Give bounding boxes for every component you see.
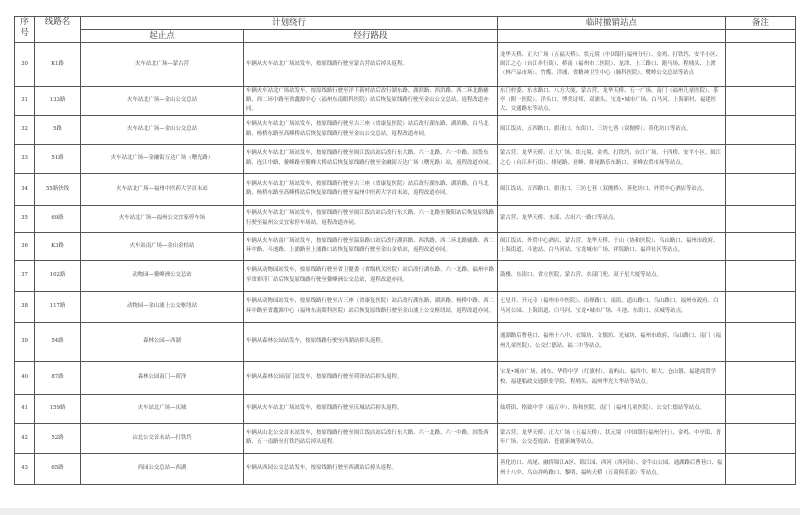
- table-row: [15, 144, 796, 173]
- row-endpoints: 动物园—鳌峰洲公交总站: [81, 260, 244, 291]
- row-route-name: 102路: [35, 260, 81, 291]
- header-path: 经行路段: [244, 30, 498, 43]
- row-route-name: 87路: [35, 361, 81, 394]
- table-row: [15, 453, 796, 484]
- row-index: 36: [15, 232, 35, 260]
- row-index: 41: [15, 394, 35, 423]
- row-cancelled-stops: 蒙古营、龙华天桥、正大广场、状元境、金鸡、打铁垱、台江广场、十四桥、安平小区、闽江之心（台江步行街）、排尾路、亚峰、排尾路乐东路口、亚峰农贸市场等站点。: [498, 144, 726, 173]
- row-remarks: [726, 361, 796, 394]
- row-remarks: [726, 87, 796, 116]
- row-route-name: K3路: [35, 232, 81, 260]
- row-index: 35: [15, 205, 35, 232]
- row-cancelled-stops: 善化坊口、凤尾、融侨锦江A区、锦江园、西河（西河园）、金牛山公园、通湖路后曹巷口、福州十八中、乌山祥屿路口、黎明、福屿天桥（万商俱乐部）等站点。: [498, 453, 726, 484]
- header-plan: 计划绕行: [81, 17, 498, 30]
- row-route-name: 54路: [35, 322, 81, 361]
- row-cancelled-stops: 七星井、开元寺（福州市中医院）、南禅路口、南街、道山路口、乌山路口、福州市政府、白马河公园、上海街道、白马河、宝龙•城市广场、斗池、东街口、庆城等站点。: [498, 291, 726, 322]
- table-row: [15, 423, 796, 453]
- row-endpoints: 火车站北广场—福州中医药大学首末站: [81, 173, 244, 205]
- row-endpoints: 火车站北广场—金山公交总站: [81, 115, 244, 144]
- row-cancelled-stops: 鼓楼、东街口、省立医院、蒙古营、水部门兜、双子星大厦等站点。: [498, 260, 726, 291]
- row-route-name: 55路快线: [35, 173, 81, 205]
- row-remarks: [726, 394, 796, 423]
- row-path: 车辆从山北公交首末站发车，按原线路行驶至闽江饭店站后改行东大路、六一北路、六一中路、国货西路、五一南路至打铁垱站后掉头返程。: [244, 423, 498, 453]
- table-row: [15, 205, 796, 232]
- row-endpoints: 火车站北广场—金融街万达广场（曙光路）: [81, 144, 244, 173]
- row-route-name: 51路: [35, 144, 81, 173]
- row-path: 车辆从火车站北广场站发车，按原线路行驶至古三座（省康复医院）站后改行湖东路、湖滨路、白马北路、杨桥东路至高峰桥站后恢复原线路行驶至福州中医药大学首末站，返程改道亦同。: [244, 173, 498, 205]
- row-endpoints: 火车站北广场—庆城: [81, 394, 244, 423]
- row-index: 30: [15, 43, 35, 87]
- row-index: 38: [15, 291, 35, 322]
- row-endpoints: 森林公园南门—荷泽: [81, 361, 244, 394]
- header-index: 序号: [15, 17, 35, 43]
- row-path: 车辆从火车站北广场站发车，按原线路行驶至闽江饭店站后改行东大路、六一北路、六一中路、国货东路、连江中路、鳌峰路至鳌峰大桥站后恢复原线路行驶至金融街万达广场（曙光路）站，返程改道亦同。: [244, 144, 498, 173]
- row-path: 车辆从动物园站发车，按原线路行驶至省卫健委（省级机关医院）站后改行湖东路、六一北路、福州中路至省彩印厂站后恢复原线路行驶至鳌峰洲公交总站，返程改道亦同。: [244, 260, 498, 291]
- row-path: 车辆从西园公交总站发车，按原线路行驶至西湖站后掉头返程。: [244, 453, 498, 484]
- header-route: 线路名: [35, 17, 81, 43]
- row-endpoints: 动物园—金山浦上公交枢纽站: [81, 291, 244, 322]
- table-row: [15, 361, 796, 394]
- row-remarks: [726, 173, 796, 205]
- row-remarks: [726, 43, 796, 87]
- row-remarks: [726, 205, 796, 232]
- row-cancelled-stops: 蒙古营、龙华天桥、水部、古田六一路口等站点。: [498, 205, 726, 232]
- row-remarks: [726, 291, 796, 322]
- row-path: 车辆从火车站北广场站发车，按原线路行驶至蒙古营站后掉头返程。: [244, 43, 498, 87]
- row-remarks: [726, 144, 796, 173]
- row-route-name: 69路: [35, 205, 81, 232]
- row-path: 车辆从动物园站发车，按原线路行驶至古三座（省康复医院）站后改行湖东路、湖滨路、杨桥中路、西二环中路至省鑫源中心（福州东南眼科医院）站后恢复原线路行驶至金山浦上公交枢纽站，返程改道亦同。: [244, 291, 498, 322]
- header-cancelled-stops: 临时撤销站点: [498, 17, 726, 30]
- table-row: [15, 173, 796, 205]
- row-endpoints: 火车站北广场—福州公交宜家停车场: [81, 205, 244, 232]
- row-path: 车辆从森林公园站发车，按原线路行驶至西湖站掉头返程。: [244, 322, 498, 361]
- row-cancelled-stops: 龙华天桥、正大广场（五福天桥）、状元境（中国银行福州分行）、金鸡、打铁垱、安平小区、闽江之心（台江步行街）、桥南（福州市二医院）、龙津、上三路口、跑马场、程埔头、上渡（林产品市场）、竹榄、洋浦、省精神卫生中心（肺科医院）、鹭岭公交总站等站点: [498, 43, 726, 87]
- row-cancelled-stops: 宝龙•城市广场、浦东、华侨中学（红旗村）、南屿山、福四中、师大、仓山镇、福建商贸学校、福建船政交通职业学院、程埔头、福州华光大华站等站点。: [498, 361, 726, 394]
- row-remarks: [726, 115, 796, 144]
- row-cancelled-stops: 闽江饭店、外贸中心酒店、蒙古营、龙华天桥、于山（协和医院）、乌山路口、福州市政府、上海街道、斗池站、白马河站、宝龙城市广场、祥坂路口、福祥社区等站点。: [498, 232, 726, 260]
- row-index: 40: [15, 361, 35, 394]
- row-remarks: [726, 232, 796, 260]
- row-endpoints: 山北公交首末站—打铁垱: [81, 423, 244, 453]
- row-route-name: 65路: [35, 453, 81, 484]
- row-index: 32: [15, 115, 35, 144]
- row-endpoints: 火车站北广场—蒙古营: [81, 43, 244, 87]
- route-detour-table: [14, 16, 796, 485]
- row-index: 37: [15, 260, 35, 291]
- row-cancelled-stops: 闽江饭店、五四路口、旗汛口、三坊七巷（双抛桥）、善化坊口、外贸中心酒店等站点。: [498, 173, 726, 205]
- row-remarks: [726, 260, 796, 291]
- row-route-name: 159路: [35, 394, 81, 423]
- row-index: 31: [15, 87, 35, 116]
- row-index: 39: [15, 322, 35, 361]
- row-remarks: [726, 453, 796, 484]
- row-cancelled-stops: 东门村委、东水路口、八方大厦、蒙古营、龙华天桥、五一广场、南门（福州儿童医院）、茶亭（附一医院）、洋头口、博美诗邦、双浦头、宝龙•城市广场、白马河、上海新村、福建医大、交通路东等站点。: [498, 87, 726, 116]
- row-index: 43: [15, 453, 35, 484]
- row-remarks: [726, 322, 796, 361]
- row-cancelled-stops: 蒙古营、龙华天桥、正大广场（五福天桥）、状元境（中国银行福州分行）、金鸡、中亭街、青年广场、公交苍霞站、苍霞新城等站点。: [498, 423, 726, 453]
- row-endpoints: 火车站南广场—金山金桔站: [81, 232, 244, 260]
- row-index: 42: [15, 423, 35, 453]
- table-row: [15, 260, 796, 291]
- row-route-name: K1路: [35, 43, 81, 87]
- table-row: [15, 87, 796, 116]
- table-row: [15, 43, 796, 87]
- table-row: [15, 291, 796, 322]
- table-row: [15, 322, 796, 361]
- row-endpoints: 森林公园—西湖: [81, 322, 244, 361]
- table-row: [15, 232, 796, 260]
- row-path: 车辆火车站北广场站发车，按原线路行驶至洋下新村站后改行湖东路、湖滨路、西洪路、西二环北路辅路、西二环中路至省鑫源中心（福州东南眼科医院）站后恢复原线路行驶至金山公交总站，返程改道亦同。: [244, 87, 498, 116]
- row-cancelled-stops: 闽江饭店、五四路口、旗汛口、东街口、三坊七巷（双抛桥）、善化坊口等站点。: [498, 115, 726, 144]
- header-cancelled-stops-sub: [498, 30, 726, 43]
- row-remarks: [726, 423, 796, 453]
- row-cancelled-stops: 仙塔街、格致中学（福五中）、协和医院、南门（福州儿童医院）、公交仁德站等站点。: [498, 394, 726, 423]
- row-path: 车辆从火车站北广场站发车，按原线路行驶至闽江饭店站后改行东大路、六一北路至鳌阳站后恢复原线路行驶至福州公交宜家停车场站，返程改道亦同。: [244, 205, 498, 232]
- row-route-name: 133路: [35, 87, 81, 116]
- header-remarks: 备注: [726, 17, 796, 30]
- row-cancelled-stops: 通湖路后曹巷口、福州十八中、衣锦坊、文儒坊、光禄坊、福州市政府、乌山路口、南门（福州儿童医院）、公交仁德站、福二中等站点。: [498, 322, 726, 361]
- header-endpoints: 起止点: [81, 30, 244, 43]
- row-route-name: 52路: [35, 423, 81, 453]
- row-route-name: 5路: [35, 115, 81, 144]
- table-row: [15, 115, 796, 144]
- header-remarks-sub: [726, 30, 796, 43]
- row-route-name: 117路: [35, 291, 81, 322]
- row-index: 34: [15, 173, 35, 205]
- row-index: 33: [15, 144, 35, 173]
- row-endpoints: 西园公交总站—西湖: [81, 453, 244, 484]
- row-path: 车辆从火车站北广场站发车，按原线路行驶至庆城站后掉头返程。: [244, 394, 498, 423]
- row-path: 车辆从森林公园南门站发车，按原线路行驶至荷泽站后掉头返程。: [244, 361, 498, 394]
- row-path: 车辆从火车站南广场站发车，按原线路行驶至温泉路口站后改行湖滨路、西洪路、西二环北路辅路、西二环中路、斗池路、上浦路至上浦路口站恢复原线路行驶至金山金桔站，返程改道亦同。: [244, 232, 498, 260]
- row-endpoints: 火车站北广场—金山公交总站: [81, 87, 244, 116]
- viewer-bottom-bar: [0, 508, 800, 515]
- row-path: 车辆从火车站北广场站发车，按原线路行驶至古三座（省康复医院）站后改行湖东路、湖滨路、白马北路、杨桥东路至高峰桥站后恢复原线路行驶至金山公交总站，返程改道亦同。: [244, 115, 498, 144]
- table-row: [15, 394, 796, 423]
